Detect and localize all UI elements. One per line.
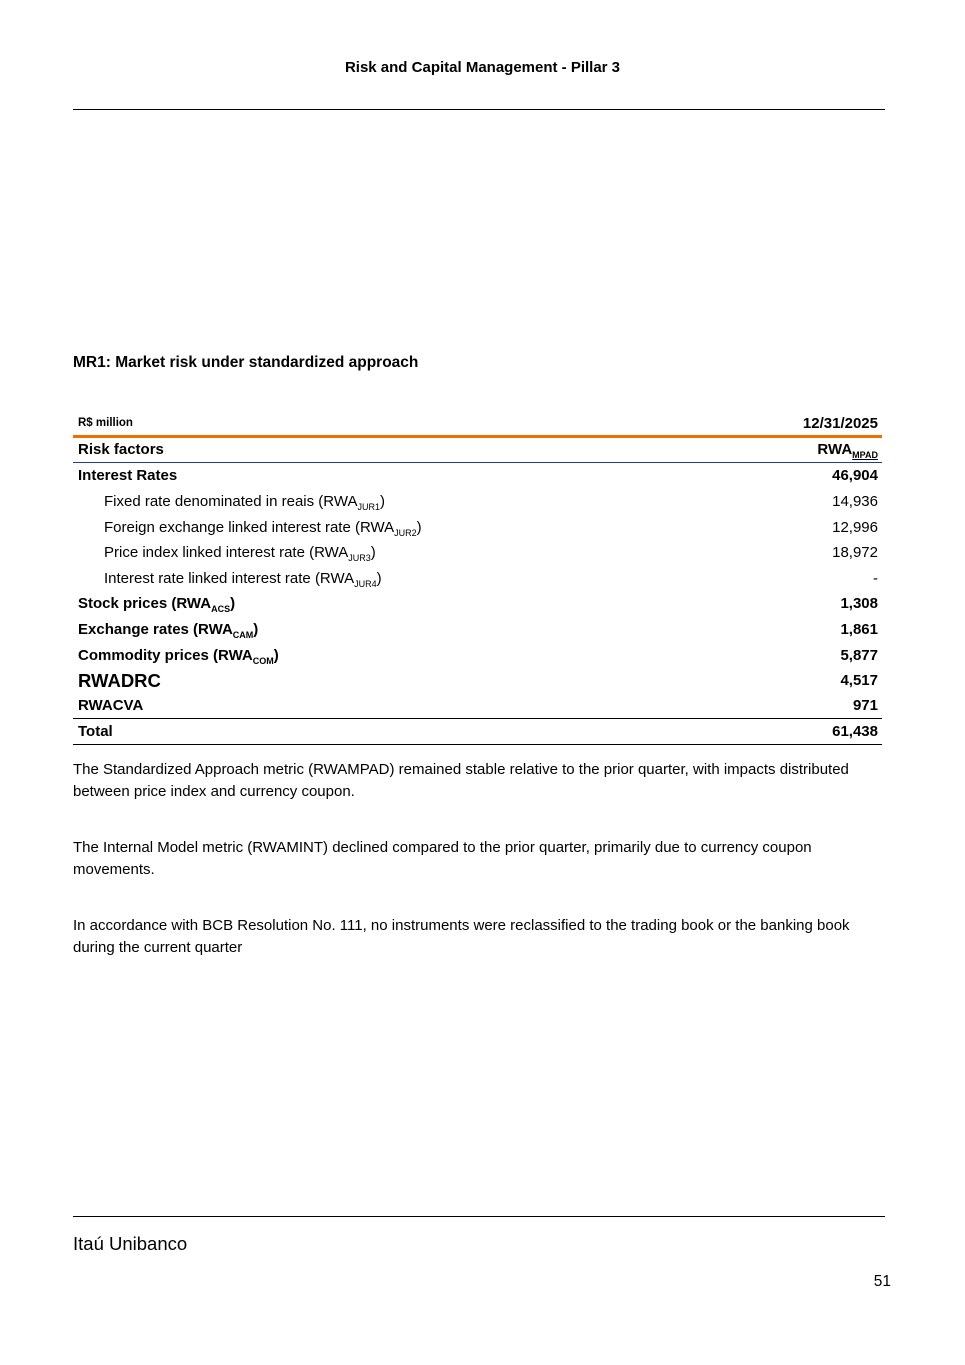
table-total-row [73,719,882,745]
row-value: 1,861 [840,621,878,639]
row-label: Fixed rate denominated in reais $(RWA_{JUR1})$ [104,493,385,513]
row-value: 4,517 [840,672,878,690]
table-row [73,642,882,668]
row-label: Commodity prices $(RWA_{COM})$ [78,646,279,666]
table-unit-row [73,412,882,438]
row-value: 1,308 [840,595,878,613]
row-label: Total [78,722,113,740]
row-label: Exchange rates $(RWA_{CAM})$ [78,621,259,641]
row-value: 18,972 [832,544,878,562]
paragraph: In accordance with BCB Resolution No. 111, no instruments were reclassified to the trading book or the banking book during the current quarter [73,917,850,956]
paragraph: The Standardized Approach metric (RWAMPAD) remained stable relative to the prior quarter, with impacts distributed between price index and currency coupon. [73,761,849,800]
table-row [73,591,882,617]
row-value: - [873,569,878,587]
row-value: 61,438 [832,722,878,740]
footer-divider [73,1216,885,1217]
table-row [73,694,882,720]
date-label: 12/31/2025 [802,414,878,432]
row-value: 14,936 [832,493,878,511]
market-risk-table [73,412,882,745]
row-label: Foreign exchange linked interest rate $(RWA_{JUR2})$ [104,518,422,538]
section-title: MR1: Market risk under standardized approach [73,354,419,371]
table-column-header [73,438,882,464]
row-label: Stock prices $(RWA_{ACS})$ [78,595,236,615]
table-row [73,566,882,592]
row-value: 12,996 [832,518,878,536]
row-value: 46,904 [832,467,878,485]
page-header-title: Risk and Capital Management - Pillar 3 [344,59,621,76]
row-label: RWACVA [78,697,144,715]
row-value: 5,877 [840,646,878,664]
row-value: 971 [852,697,878,715]
paragraph: The Internal Model metric (RWAMINT) declined compared to the prior quarter, primarily due to currency coupon movements. [73,839,812,878]
row-label: RWADRC [78,669,161,691]
footer-company-name: Itaú Unibanco [73,1233,188,1254]
table-row [73,668,882,694]
row-label: Interest rate linked interest rate $(RWA_{JUR4})$ [104,569,382,589]
row-label: Price index linked interest rate $(RWA_{JUR3})$ [104,544,376,564]
column-header-label: Risk factors [78,441,164,459]
header-divider [73,109,885,110]
page-number: 51 [873,1273,891,1290]
table-row [73,617,882,643]
table-row [73,514,882,540]
row-label: Interest Rates [78,467,178,485]
table-row [73,463,882,489]
unit-label: R$ million [78,417,133,430]
table-row [73,540,882,566]
column-header-value: $RWA_{MPAD}$ [817,441,878,461]
table-row [73,489,882,515]
